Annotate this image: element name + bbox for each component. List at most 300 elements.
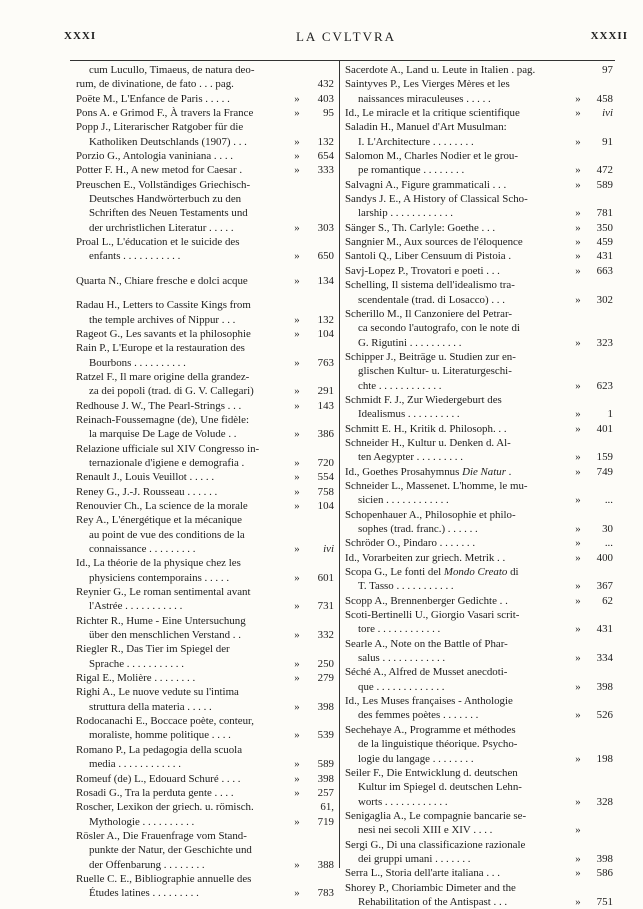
entry-line: Scherillo M., Il Canzoniere del Petrar- [345, 307, 513, 320]
entry-text [345, 192, 571, 221]
header-rule [70, 60, 615, 61]
ditto-marker: » [294, 92, 300, 105]
entry-line: ten Aegypter . . . . . . . . . [358, 451, 463, 464]
page-reference: ivi [323, 543, 334, 555]
entry-text [76, 413, 290, 442]
entry-line: Romeuf (de) L., Edouard Schuré . . . . [76, 772, 241, 785]
entry-line: Rosadi G., Tra la perduta gente . . . . [76, 786, 234, 799]
entry-line: worts . . . . . . . . . . . . [358, 795, 448, 808]
entry-line: Rigal E., Molière . . . . . . . . [76, 672, 196, 685]
entry-line: Poëte M., L'Enfance de Paris . . . . . [76, 92, 230, 105]
entry-text [76, 872, 290, 901]
index-entry [345, 307, 613, 350]
index-entry [76, 786, 334, 800]
entry-line: Id., Les Muses françaises - Anthologie [345, 695, 513, 708]
entry-line: pe romantique . . . . . . . . [358, 164, 465, 177]
ditto-marker: » [294, 600, 300, 613]
entry-line: Schneider H., Kultur u. Denken d. Al- [345, 436, 511, 449]
entry-text [76, 274, 290, 288]
page-reference: 398 [596, 852, 613, 865]
entry-line: naissances miraculeuses . . . . . [358, 92, 491, 105]
entry-line: moraliste, homme politique . . . . [89, 729, 231, 742]
index-entry [345, 881, 613, 909]
ditto-marker: » [575, 135, 581, 148]
entry-text [76, 298, 290, 327]
entry-text [345, 536, 571, 550]
entry-line: Scopa G., Le fonti del Mondo Creato di [345, 566, 519, 579]
ditto-marker: » [575, 107, 581, 120]
entry-text [345, 63, 571, 77]
ditto-marker: » [575, 451, 581, 464]
entry-text [345, 608, 571, 637]
entry-text [345, 235, 571, 249]
ditto-marker: » [575, 623, 581, 636]
ditto-marker: » [294, 250, 300, 263]
entry-text [76, 800, 290, 829]
ditto-marker: » [294, 858, 300, 871]
entry-line: Sergi G., Di una classificazione razionale [345, 838, 526, 851]
ditto-marker: » [575, 422, 581, 435]
page-reference: 62 [602, 594, 613, 607]
page-reference: 303 [317, 221, 334, 234]
entry-line: Redhouse J. W., The Pearl-Strings . . . [76, 399, 242, 412]
page-number-left: XXXI [64, 30, 97, 42]
entry-text [76, 556, 290, 585]
index-entry [76, 106, 334, 120]
ditto-marker: » [575, 867, 581, 880]
index-entry [345, 508, 613, 537]
index-entry [76, 800, 334, 829]
entry-line: Séché A., Alfred de Musset anecdoti- [345, 666, 508, 679]
ditto-marker: » [575, 852, 581, 865]
entry-text [345, 106, 571, 120]
ditto-marker: » [294, 786, 300, 799]
entry-text [345, 809, 571, 838]
page-reference: 104 [317, 499, 334, 512]
entry-line: de la linguistique théorique. Psycho- [358, 738, 518, 751]
entry-line: Popp J., Literarischer Ratgober für die [76, 121, 244, 134]
entry-line: Sprache . . . . . . . . . . . [89, 657, 184, 670]
index-entry [76, 556, 334, 585]
entry-line: la marquise De Lage de Volude . . [89, 428, 237, 441]
index-entry [76, 872, 334, 901]
entry-line: Scoti-Bertinelli U., Giorgio Vasari scrit- [345, 609, 520, 622]
page-header [64, 30, 628, 46]
entry-line: Relazione ufficiale sul XIV Congresso in- [76, 442, 260, 455]
entry-text [345, 479, 571, 508]
index-entry [76, 92, 334, 106]
entry-text [76, 743, 290, 772]
index-entry [345, 221, 613, 235]
ditto-marker: » [575, 580, 581, 593]
page-reference: ... [604, 494, 613, 507]
entry-line: scendentale (trad. di Losacco) . . . [358, 293, 505, 306]
page-reference: 388 [317, 858, 334, 871]
page-reference: 398 [317, 700, 334, 713]
entry-text [345, 436, 571, 465]
entry-text [345, 249, 571, 263]
entry-line: Sacerdote A., Land u. Leute in Italien . pag. [345, 64, 536, 76]
column-divider [339, 60, 340, 868]
entry-text [345, 723, 571, 766]
index-entry [345, 63, 613, 77]
letter-gap [76, 264, 334, 274]
ditto-marker: » [294, 274, 300, 287]
index-entry [76, 341, 334, 370]
entry-text [345, 508, 571, 537]
entry-line: Senigaglia A., Le compagnie bancarie se- [345, 809, 527, 822]
entry-text [345, 77, 571, 106]
page-reference: 61, 719 [317, 801, 334, 828]
page-reference: 91 [602, 135, 613, 148]
page-reference: 472 [596, 164, 613, 177]
page-reference: 751 [596, 895, 613, 908]
entry-text [76, 106, 290, 120]
index-entry [345, 77, 613, 106]
index-entry [76, 499, 334, 513]
entry-line: Righi A., Le nuove vedute su l'intima [76, 686, 239, 699]
ditto-marker: » [294, 758, 300, 771]
ditto-marker: » [294, 772, 300, 785]
entry-line: Idealismus . . . . . . . . . . [358, 408, 460, 421]
entry-text [76, 92, 290, 106]
entry-line: sophes (trad. franc.) . . . . . . [358, 523, 478, 535]
entry-text [345, 422, 571, 436]
entry-text [345, 278, 571, 307]
page-reference: ivi [602, 107, 613, 120]
entry-text [345, 637, 571, 666]
ditto-marker: » [575, 709, 581, 722]
entry-line: Saladin H., Manuel d'Art Musulman: [345, 121, 507, 134]
page-reference: 143 [317, 399, 334, 412]
right-column [345, 63, 613, 909]
entry-line: chte . . . . . . . . . . . . [358, 379, 442, 392]
entry-line: Schipper J., Beiträge u. Studien zur en- [345, 350, 516, 363]
page-reference: 1 [607, 408, 613, 421]
ditto-marker: » [294, 385, 300, 398]
entry-line: Schmidt F. J., Zur Wiedergeburt des [345, 393, 502, 406]
entry-line: que . . . . . . . . . . . . . [358, 680, 445, 693]
entry-text [345, 881, 571, 909]
page-reference: 650 [317, 250, 334, 263]
page-reference: 333 [317, 164, 334, 177]
page-reference: 291 [317, 385, 334, 398]
index-entry [76, 513, 334, 556]
index-entry [345, 422, 613, 436]
entry-text [345, 465, 571, 479]
entry-line: salus . . . . . . . . . . . . [358, 652, 446, 665]
index-entry [76, 614, 334, 643]
ditto-marker: » [575, 652, 581, 665]
entry-line: sicien . . . . . . . . . . . . [358, 494, 449, 507]
ditto-marker: » [294, 313, 300, 326]
left-column [76, 63, 334, 901]
entry-text [76, 485, 290, 499]
entry-line: Ruelle C. E., Bibliographie annuelle des [76, 872, 252, 885]
entry-line: Rehabilitation of the Antispast . . . [358, 895, 508, 908]
index-entry [345, 393, 613, 422]
entry-line: Schröder O., Pindaro . . . . . . . [345, 537, 476, 550]
index-entry [345, 536, 613, 550]
ditto-marker: » [575, 250, 581, 263]
page-reference: 257 [317, 786, 334, 799]
entry-text [76, 772, 290, 786]
index-entry [345, 350, 613, 393]
ditto-marker: » [575, 680, 581, 693]
entry-line: Schriften des Neuen Testaments und [89, 207, 248, 220]
entry-line: Riegler R., Das Tier im Spiegel der [76, 643, 230, 656]
entry-line: struttura della materia . . . . . [89, 700, 212, 713]
entry-line: Deutsches Handwörterbuch zu den [89, 193, 242, 206]
index-entry [345, 465, 613, 479]
index-entry [76, 470, 334, 484]
page-reference: 589 [317, 758, 334, 771]
entry-line: Porzio G., Antologia vaniniana . . . . [76, 150, 233, 163]
entry-line: Renault J., Louis Veuillot . . . . . [76, 471, 215, 484]
index-entry [76, 671, 334, 685]
entry-text [76, 642, 290, 671]
entry-line: larship . . . . . . . . . . . . [358, 207, 453, 220]
page-reference: 758 [317, 485, 334, 498]
entry-text [76, 178, 290, 235]
page-number-right: XXXII [590, 30, 628, 42]
index-entry [76, 743, 334, 772]
index-entry [345, 838, 613, 867]
index-entry [76, 772, 334, 786]
index-entry [345, 637, 613, 666]
page-reference: 403 [317, 92, 334, 105]
page-reference: 30 [602, 523, 613, 535]
entry-text [76, 163, 290, 177]
entry-line: über den menschlichen Verstand . . [89, 629, 241, 642]
entry-line: Id., Goethes Prosahymnus Die Natur . [345, 465, 512, 478]
ditto-marker: » [294, 629, 300, 642]
entry-line: physiciens contemporains . . . . . [89, 571, 230, 584]
index-entry [76, 120, 334, 149]
ditto-marker: » [575, 164, 581, 177]
page-reference: 95 [323, 107, 334, 120]
page-reference: 459 [596, 236, 613, 249]
entry-text [76, 671, 290, 685]
entry-line: Quarta N., Chiare fresche e dolci acque [76, 274, 248, 287]
page-reference: 763 [317, 356, 334, 369]
page-reference: 279 [317, 672, 334, 685]
page-reference: 97 [602, 64, 613, 76]
entry-line: des femmes poètes . . . . . . . [358, 709, 479, 722]
page-reference: 783 [317, 887, 334, 900]
ditto-marker: » [575, 551, 581, 564]
page-reference: 302 [596, 293, 613, 306]
entry-text [76, 470, 290, 484]
index-entry [76, 63, 334, 92]
entry-line: Reynier G., Le roman sentimental avant [76, 586, 251, 599]
entry-line: Serra L., Storia dell'arte italiana . . . [345, 867, 500, 880]
index-entry [76, 235, 334, 264]
index-entry [76, 685, 334, 714]
page-reference: 539 [317, 729, 334, 742]
ditto-marker: » [294, 571, 300, 584]
index-entry [345, 192, 613, 221]
ditto-marker: » [294, 543, 300, 555]
page-reference: 589 [596, 178, 613, 191]
index-entry [345, 766, 613, 809]
ditto-marker: » [294, 107, 300, 120]
index-entry [76, 178, 334, 235]
ditto-marker: » [294, 729, 300, 742]
entry-line: Preuschen E., Vollständiges Griechisch- [76, 178, 251, 191]
entry-text [76, 341, 290, 370]
entry-line: Sechehaye A., Programme et méthodes [345, 723, 516, 736]
entry-text [345, 120, 571, 149]
entry-text [76, 614, 290, 643]
ditto-marker: » [294, 471, 300, 484]
index-entry [76, 298, 334, 327]
index-entry [345, 723, 613, 766]
page-reference: 623 [596, 379, 613, 392]
ditto-marker: » [575, 207, 581, 220]
ditto-marker: » [575, 293, 581, 306]
entry-text [345, 307, 571, 350]
entry-line: Saintyves P., Les Vierges Mères et les [345, 78, 510, 91]
entry-text [345, 565, 571, 594]
page-reference: 334 [596, 652, 613, 665]
ditto-marker: » [575, 895, 581, 908]
entry-line: Sangnier M., Aux sources de l'éloquence [345, 236, 523, 249]
ditto-marker: » [294, 221, 300, 234]
entry-line: l'Astrée . . . . . . . . . . . [89, 600, 183, 613]
entry-text [345, 350, 571, 393]
page-reference: 134 [317, 274, 334, 287]
page-reference: 159 [596, 451, 613, 464]
entry-text [345, 594, 571, 608]
index-entry [76, 274, 334, 288]
entry-line: enfants . . . . . . . . . . . [89, 250, 181, 263]
index-entry [76, 714, 334, 743]
entry-line: nesi nei secoli XIII e XIV . . . . [358, 824, 493, 837]
entry-line: Sänger S., Th. Carlyle: Goethe . . . [345, 221, 496, 234]
entry-line: Ratzel F., Il mare origine della grandez- [76, 370, 250, 383]
index-entry [345, 694, 613, 723]
entry-line: Richter R., Hume - Eine Untersuchung [76, 614, 246, 627]
page-reference: 132 [317, 135, 334, 148]
entry-line: Savj-Lopez P., Trovatori e poeti . . . [345, 264, 500, 277]
entry-line: Sandys J. E., A History of Classical Scho- [345, 193, 528, 206]
entry-line: punkte der Natur, der Geschichte und [89, 844, 252, 857]
entry-line: Scopp A., Brennenberger Gedichte . . [345, 594, 508, 607]
entry-line: rum, de divinatione, de fato . . . pag. [76, 78, 234, 91]
ditto-marker: » [575, 465, 581, 478]
entry-line: Mythologie . . . . . . . . . . [89, 815, 195, 828]
ditto-marker: » [575, 523, 581, 535]
entry-line: Bourbons . . . . . . . . . . [89, 356, 186, 369]
page-reference: 350 [596, 221, 613, 234]
entry-line: I. L'Architecture . . . . . . . . [358, 135, 474, 148]
index-entry [345, 608, 613, 637]
entry-line: the temple archives of Nippur . . . [89, 313, 236, 326]
entry-line: Proal L., L'éducation et le suicide des [76, 236, 240, 249]
entry-line: ca secondo l'autografo, con le note di [358, 322, 520, 335]
entry-line: Potter F. H., A new metod for Caesar . [76, 164, 243, 177]
page-reference: 386 [317, 428, 334, 441]
entry-line: dei gruppi umani . . . . . . . [358, 852, 471, 865]
entry-line: media . . . . . . . . . . . . [89, 758, 181, 771]
entry-line: Reney G., J.-J. Rousseau . . . . . . [76, 485, 218, 498]
entry-line: Pons A. e Grimod F., À travers la France [76, 107, 254, 120]
index-entry [76, 485, 334, 499]
ditto-marker: » [294, 150, 300, 163]
index-entry [345, 249, 613, 263]
entry-text [345, 393, 571, 422]
entry-text [76, 714, 290, 743]
entry-line: Études latines . . . . . . . . . [89, 887, 199, 900]
page-reference: 749 [596, 465, 613, 478]
index-entry [345, 866, 613, 880]
entry-text [76, 786, 290, 800]
index-entry [345, 120, 613, 149]
entry-text [76, 585, 290, 614]
index-entry [76, 829, 334, 872]
ditto-marker: » [294, 499, 300, 512]
entry-text [76, 327, 290, 341]
entry-line: Radau H., Letters to Cassite Kings from [76, 299, 251, 312]
entry-text [76, 120, 290, 149]
ditto-marker: » [575, 221, 581, 234]
entry-line: connaissance . . . . . . . . . [89, 543, 196, 555]
ditto-marker: » [575, 264, 581, 277]
entry-line: au point de vue des conditions de la [89, 528, 245, 541]
entry-line: Katholiken Deutschlands (1907) . . . [89, 135, 247, 148]
ditto-marker: » [294, 399, 300, 412]
ditto-marker: » [575, 236, 581, 249]
entry-line: Shorey P., Choriambic Dimeter and the [345, 881, 516, 894]
index-entry [345, 565, 613, 594]
entry-text [76, 235, 290, 264]
entry-line: Schopenhauer A., Philosophie et philo- [345, 508, 516, 521]
entry-line: Schelling, Il sistema dell'idealismo tra- [345, 279, 515, 292]
index-entry [345, 479, 613, 508]
entry-line: G. Rigutini . . . . . . . . . . [358, 336, 462, 349]
page-reference: 332 [317, 629, 334, 642]
ditto-marker: » [294, 672, 300, 685]
ditto-marker: » [294, 815, 300, 828]
entry-line: Searle A., Note on the Battle of Phar- [345, 637, 508, 650]
ditto-marker: » [294, 887, 300, 900]
entry-text [76, 63, 290, 92]
entry-text [76, 685, 290, 714]
entry-line: za dei popoli (trad. di G. V. Callegari) [89, 385, 254, 398]
entry-line: glischen Kultur- u. Literaturgeschi- [358, 365, 512, 378]
entry-line: Id., La théorie de la physique chez les [76, 557, 241, 570]
index-entry [345, 594, 613, 608]
entry-text [345, 178, 571, 192]
page-reference: 198 [596, 752, 613, 765]
index-entry [76, 370, 334, 399]
index-entry [76, 442, 334, 471]
index-entry [345, 149, 613, 178]
index-entry [345, 278, 613, 307]
ditto-marker: » [575, 795, 581, 808]
page-reference: 720 [317, 456, 334, 469]
ditto-marker: » [294, 700, 300, 713]
page-reference: 663 [596, 264, 613, 277]
ditto-marker: » [575, 92, 581, 105]
ditto-marker: » [575, 824, 581, 837]
page-reference: 104 [317, 327, 334, 340]
page-reference: 458 [596, 92, 613, 105]
page-reference: 586 [596, 867, 613, 880]
ditto-marker: » [575, 178, 581, 191]
index-entry [76, 585, 334, 614]
